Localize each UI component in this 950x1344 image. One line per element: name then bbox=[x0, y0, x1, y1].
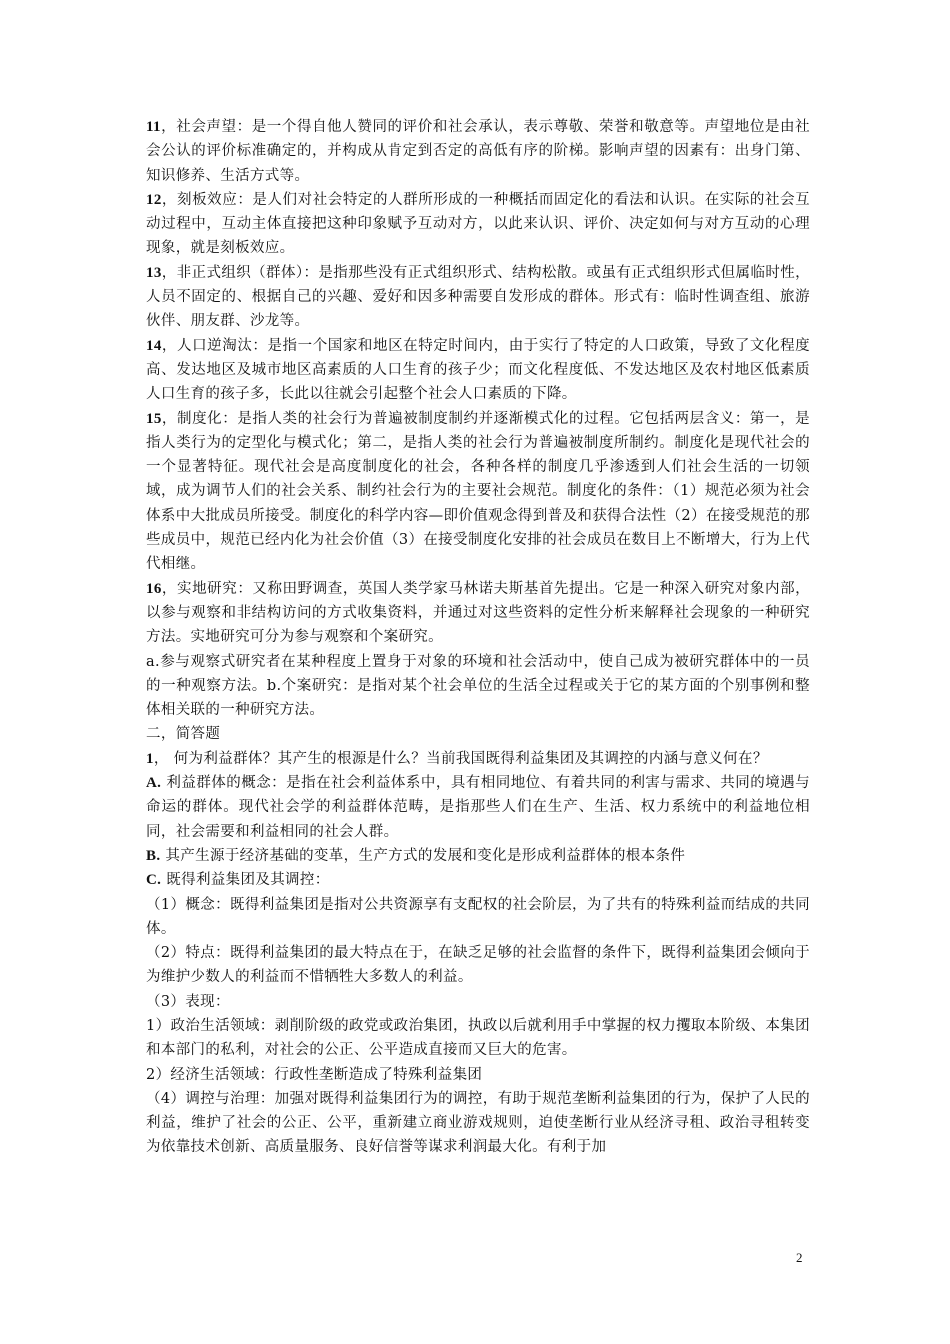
paragraph bbox=[146, 334, 810, 407]
paragraph-text: a.参与观察式研究者在某种程度上置身于对象的环境和社会活动中，使自己成为被研究群体中的一员的一种观察方法。b.个案研究：是指对某个社会单位的生活全过程或关于它的某方面的个别事例和整体相关联的一种研究方法。 bbox=[146, 653, 810, 719]
paragraph bbox=[146, 115, 810, 188]
paragraph bbox=[146, 747, 810, 771]
paragraph-text: 既得利益集团及其调控： bbox=[161, 872, 330, 889]
paragraph-text: ，制度化：是指人类的社会行为普遍被制度制约并逐渐模式化的过程。它包括两层含义：第一，是指人类行为的定型化与模式化；第二，是指人类的社会行为普遍被制度所制约。制度化是现代社会的一个显著特征。现代社会是高度制度化的社会，各种各样的制度几乎渗透到人们社会生活的一切领域，成为调节人们的社会关系、制约社会行为的主要社会规范。制度化的条件：（1）规范必须为社会体系中大批成员所接受。制度化的科学内容—即价值观念得到普及和获得合法性（2）在接受规范的那些成员中，规范已经内化为社会价值（3）在接受制度化安排的社会成员在数目上不断增大，行为上代代相继。 bbox=[146, 410, 810, 573]
paragraph-text: （1）概念：既得利益集团是指对公共资源享有支配权的社会阶层，为了共有的特殊利益而结成的共同体。 bbox=[146, 896, 810, 937]
paragraph bbox=[146, 1087, 810, 1160]
item-number: C. bbox=[146, 872, 162, 889]
paragraph bbox=[146, 1014, 810, 1063]
paragraph bbox=[146, 990, 810, 1014]
paragraph bbox=[146, 771, 810, 844]
item-number: A. bbox=[146, 775, 162, 792]
paragraph-text: ， 何为利益群体？其产生的根源是什么？当前我国既得利益集团及其调控的内涵与意义何在？ bbox=[153, 750, 768, 767]
paragraph-text: ，人口逆淘汰：是指一个国家和地区在特定时间内，由于实行了特定的人口政策，导致了文化程度高、发达地区及城市地区高素质的人口生育的孩子少；而文化程度低、不发达地区及农村地区低素质人口生育的孩子多，长此以往就会引起整个社会人口素质的下降。 bbox=[146, 337, 810, 403]
item-number: 11 bbox=[146, 119, 161, 135]
paragraph-text: ，非正式组织（群体）：是指那些没有正式组织形式、结构松散。或虽有正式组织形式但属临时性，人员不固定的、根据自己的兴趣、爱好和因多种需要自发形成的群体。形式有：临时性调查组、旅游伙伴、朋友群、沙龙等。 bbox=[146, 264, 810, 330]
paragraph bbox=[146, 261, 810, 334]
paragraph-text: 2）经济生活领域：行政性垄断造成了特殊利益集团 bbox=[146, 1066, 483, 1083]
paragraph-text: ，实地研究：又称田野调查，英国人类学家马林诺夫斯基首先提出。它是一种深入研究对象内部，以参与观察和非结构访问的方式收集资料，并通过对这些资料的定性分析来解释社会现象的一种研究方法。实地研究可分为参与观察和个案研究。 bbox=[146, 580, 810, 646]
paragraph-text: 二，简答题 bbox=[146, 726, 221, 743]
paragraph-text: ，社会声望：是一个得自他人赞同的评价和社会承认，表示尊敬、荣誉和敬意等。声望地位是由社会公认的评价标准确定的，并构成从肯定到否定的高低有序的阶梯。影响声望的因素有：出身门第、知识修养、生活方式等。 bbox=[146, 119, 810, 184]
paragraph bbox=[146, 844, 810, 868]
paragraph bbox=[146, 893, 810, 942]
paragraph-text: （4）调控与治理：加强对既得利益集团行为的调控，有助于规范垄断利益集团的行为，保护了人民的利益，维护了社会的公正、公平，重新建立商业游戏规则，迫使垄断行业从经济寻租、政治寻租转变为依靠技术创新、高质量服务、良好信誉等谋求利润最大化。有利于加 bbox=[146, 1090, 810, 1156]
item-number: 15 bbox=[146, 410, 162, 427]
paragraph bbox=[146, 941, 810, 990]
paragraph bbox=[146, 650, 810, 723]
item-number: B. bbox=[146, 847, 161, 864]
item-number: 13 bbox=[146, 264, 162, 281]
document-body bbox=[146, 115, 810, 1160]
page-number: 2 bbox=[796, 1250, 803, 1265]
paragraph bbox=[146, 188, 810, 261]
item-number: 1 bbox=[146, 750, 154, 767]
paragraph-text: （3）表现： bbox=[146, 993, 230, 1010]
paragraph bbox=[146, 1063, 810, 1087]
item-number: 16 bbox=[146, 580, 162, 597]
paragraph bbox=[146, 577, 810, 650]
paragraph bbox=[146, 407, 810, 577]
paragraph-text: 其产生源于经济基础的变革，生产方式的发展和变化是形成利益群体的根本条件 bbox=[160, 847, 686, 864]
paragraph bbox=[146, 868, 810, 892]
paragraph bbox=[146, 722, 810, 746]
item-number: 14 bbox=[146, 337, 162, 354]
paragraph-text: （2）特点：既得利益集团的最大特点在于，在缺乏足够的社会监督的条件下，既得利益集团会倾向于为维护少数人的利益而不惜牺牲大多数人的利益。 bbox=[146, 945, 810, 986]
paragraph-text: ，刻板效应：是人们对社会特定的人群所形成的一种概括而固定化的看法和认识。在实际的社会互动过程中，互动主体直接把这种印象赋予互动对方，以此来认识、评价、决定如何与对方互动的心理现象，就是刻板效应。 bbox=[146, 191, 810, 257]
paragraph-text: 1）政治生活领域：剥削阶级的政党或政治集团，执政以后就利用手中掌握的权力攫取本阶级、本集团和本部门的私利，对社会的公正、公平造成直接而又巨大的危害。 bbox=[146, 1017, 810, 1059]
paragraph-text: 利益群体的概念：是指在社会利益体系中，具有相同地位、有着共同的利害与需求、共同的境遇与命运的群体。现代社会学的利益群体范畴，是指那些人们在生产、生活、权力系统中的利益地位相同，社会需要和利益相同的社会人群。 bbox=[146, 775, 810, 840]
item-number: 12 bbox=[146, 191, 162, 208]
